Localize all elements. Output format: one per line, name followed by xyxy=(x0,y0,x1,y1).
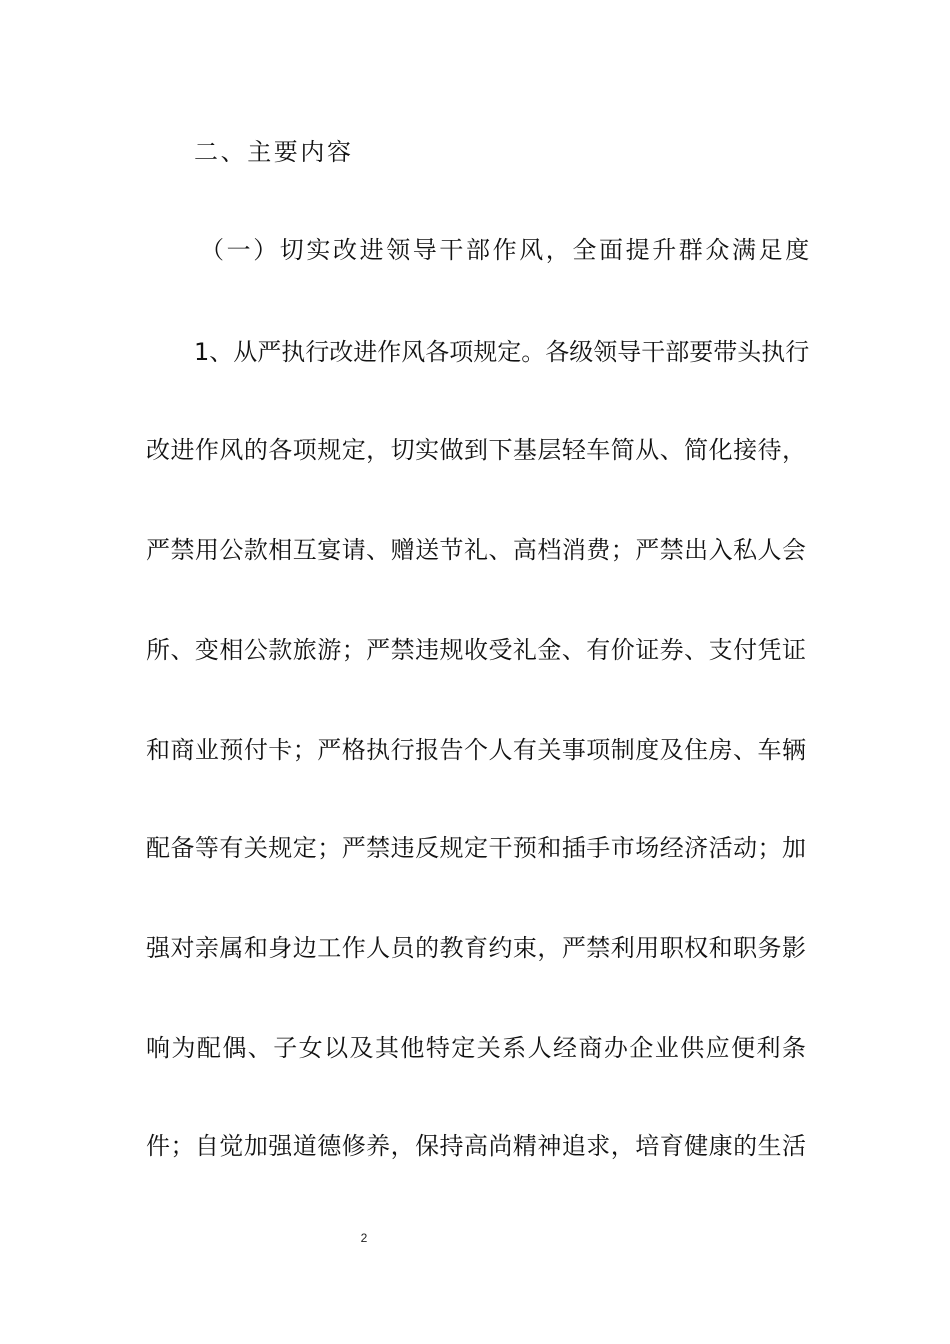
paragraph-line-1: 1、从严执行改进作风各项规定。各级领导干部要带头执行 xyxy=(194,338,810,366)
subsection-heading: （一）切实改进领导干部作风，全面提升群众满足度 xyxy=(200,236,812,264)
paragraph-line-7: 强对亲属和身边工作人员的教育约束，严禁利用职权和职务影 xyxy=(146,934,806,962)
page-number: 2 xyxy=(360,1231,368,1245)
paragraph-line-5: 和商业预付卡；严格执行报告个人有关事项制度及住房、车辆 xyxy=(146,736,806,764)
paragraph-line-4: 所、变相公款旅游；严禁违规收受礼金、有价证券、支付凭证 xyxy=(146,636,806,664)
paragraph-line-8: 响为配偶、子女以及其他特定关系人经商办企业供应便利条 xyxy=(146,1034,806,1062)
section-heading: 二、主要内容 xyxy=(194,138,354,166)
paragraph-line-2: 改进作风的各项规定，切实做到下基层轻车简从、简化接待， xyxy=(146,436,806,464)
paragraph-line-3: 严禁用公款相互宴请、赠送节礼、高档消费；严禁出入私人会 xyxy=(146,536,806,564)
paragraph-line-6: 配备等有关规定；严禁违反规定干预和插手市场经济活动；加 xyxy=(146,834,806,862)
paragraph-line-9: 件；自觉加强道德修养，保持高尚精神追求，培育健康的生活 xyxy=(146,1132,806,1160)
